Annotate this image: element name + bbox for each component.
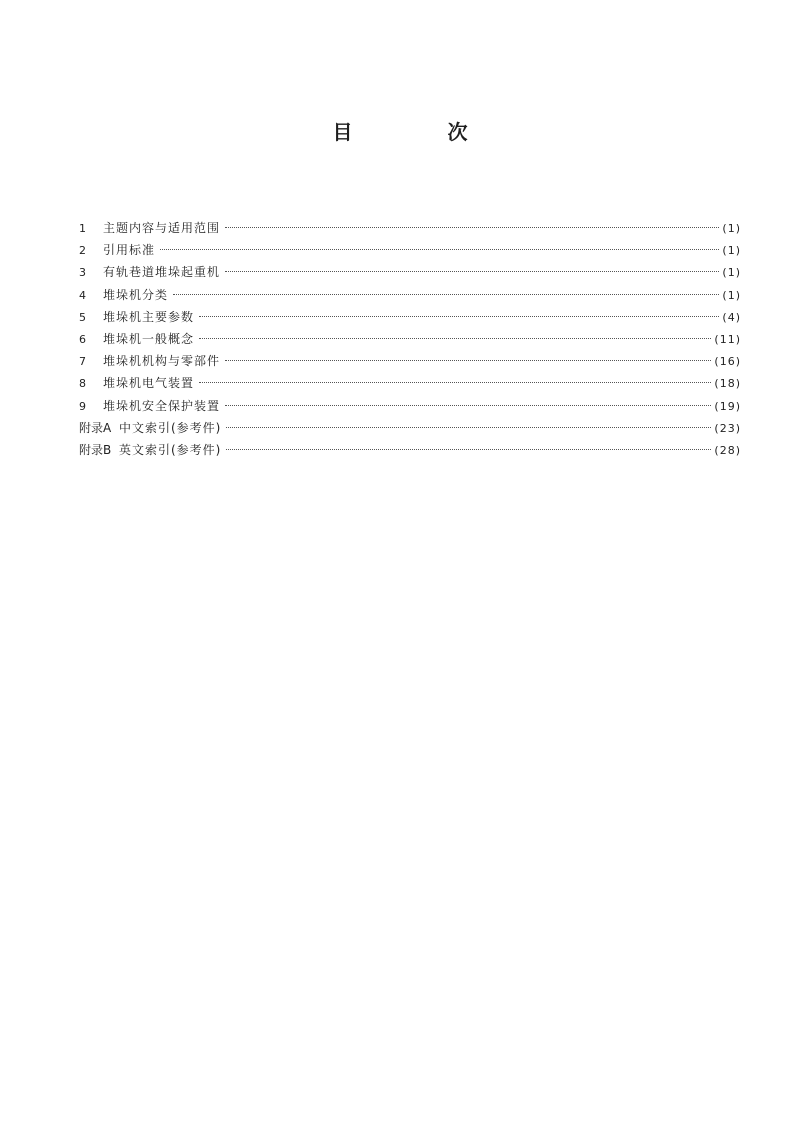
dot-leader	[225, 227, 719, 228]
toc-entry-page: (11)	[714, 332, 741, 346]
toc-entry-page: (1)	[722, 244, 741, 258]
toc-entry-page: (28)	[714, 443, 741, 457]
toc-entry-title: 引用标准	[103, 243, 156, 258]
dot-leader	[173, 294, 719, 295]
toc-entry-title: 堆垛机主要参数	[103, 309, 195, 324]
toc-entry-title: 有轨巷道堆垛起重机	[103, 265, 221, 280]
dot-leader	[199, 316, 719, 317]
toc-entry-number: 附录B	[79, 442, 112, 457]
toc-entry-title: 英文索引(参考件)	[119, 442, 222, 457]
toc-entry[interactable]	[79, 395, 741, 417]
toc-entry-page: (23)	[714, 421, 741, 435]
toc-entry[interactable]	[79, 328, 741, 350]
dot-leader	[160, 249, 719, 250]
toc-entry-number: 3	[79, 266, 86, 280]
toc-entry-title: 堆垛机分类	[103, 287, 169, 302]
toc-entry-number: 附录A	[79, 420, 112, 435]
toc-entry-page: (1)	[722, 266, 741, 280]
toc-entry[interactable]	[79, 284, 741, 306]
toc-entry-page: (16)	[714, 355, 741, 369]
dot-leader	[225, 271, 719, 272]
toc-entry-title: 堆垛机机构与零部件	[103, 354, 221, 369]
dot-leader	[225, 405, 711, 406]
toc-entry-page: (18)	[714, 377, 741, 391]
table-of-contents	[79, 217, 741, 461]
toc-entry-number: 7	[79, 355, 86, 369]
toc-entry-title: 堆垛机电气装置	[103, 376, 195, 391]
toc-entry-page: (4)	[722, 310, 741, 324]
toc-entry[interactable]	[79, 306, 741, 328]
dot-leader	[225, 360, 711, 361]
toc-entry-title: 堆垛机安全保护装置	[103, 398, 221, 413]
dot-leader	[226, 427, 711, 428]
toc-entry-appendix[interactable]	[79, 417, 741, 439]
toc-entry-page: (1)	[722, 222, 741, 235]
toc-entry[interactable]	[79, 217, 741, 239]
toc-entry-title: 中文索引(参考件)	[119, 420, 222, 435]
toc-entry-number: 1	[79, 222, 86, 235]
dot-leader	[199, 338, 711, 339]
toc-entry-appendix[interactable]	[79, 439, 741, 461]
toc-entry-number: 6	[79, 332, 86, 346]
toc-entry-title: 主题内容与适用范围	[103, 221, 221, 235]
toc-entry-number: 5	[79, 310, 86, 324]
toc-entry-title: 堆垛机一般概念	[103, 331, 195, 346]
toc-entry-number: 2	[79, 244, 86, 258]
toc-entry-number: 4	[79, 288, 86, 302]
toc-entry[interactable]	[79, 261, 741, 283]
toc-entry-page: (1)	[722, 288, 741, 302]
toc-entry[interactable]	[79, 239, 741, 261]
dot-leader	[226, 449, 711, 450]
dot-leader	[199, 382, 711, 383]
toc-entry[interactable]	[79, 350, 741, 372]
toc-entry[interactable]	[79, 372, 741, 394]
page-title: 目 次	[332, 120, 512, 144]
toc-entry-number: 8	[79, 377, 86, 391]
toc-entry-number: 9	[79, 399, 86, 413]
toc-entry-page: (19)	[714, 399, 741, 413]
